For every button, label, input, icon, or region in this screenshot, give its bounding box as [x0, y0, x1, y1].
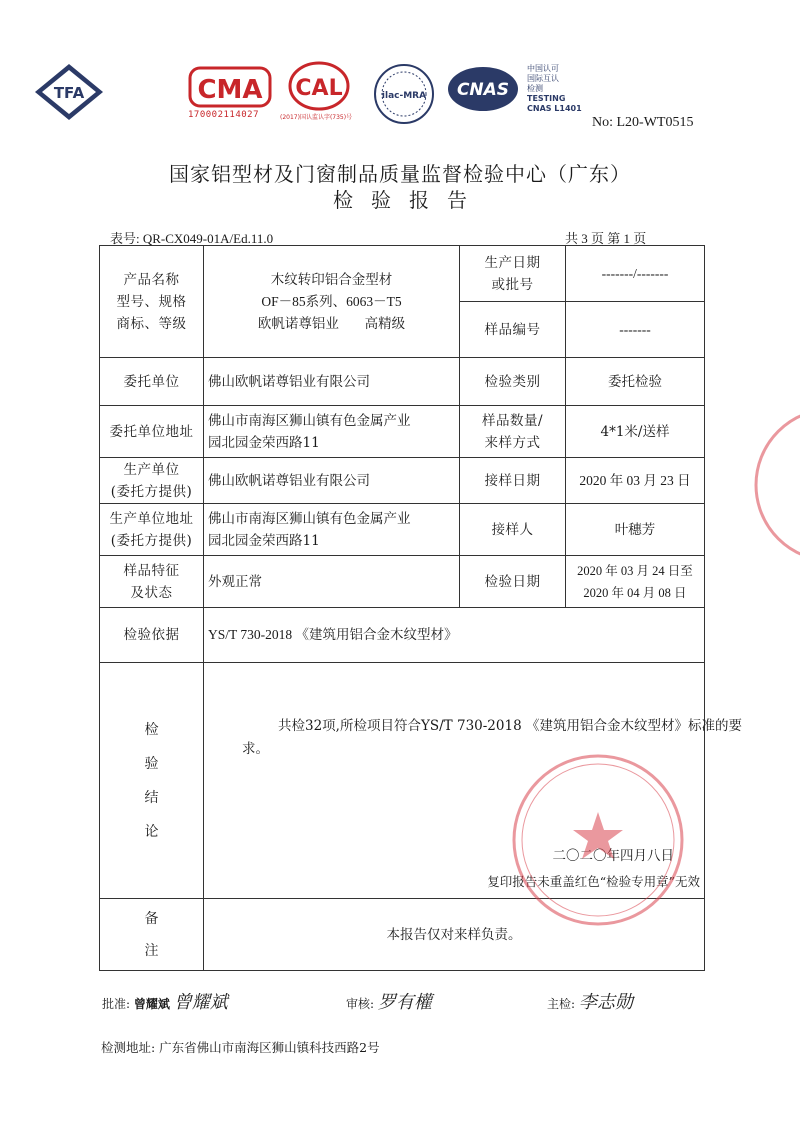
tfa-logo: [33, 62, 105, 122]
conclusion-text: 共检32项,所检项目符合YS/T 730-2018 《建筑用铝合金木纹型材》标准的要求。: [242, 718, 742, 757]
sample-quantity-label: 样品数量/ 来样方式: [460, 406, 566, 458]
test-address: 检测地址: 广东省佛山市南海区狮山镇科技西路2号: [101, 1040, 380, 1055]
sample-feature-label: 样品特征 及状态: [100, 556, 204, 608]
basis-value: YS/T 730-2018 《建筑用铝合金木纹型材》: [204, 608, 705, 663]
sample-number-value: -------: [566, 302, 705, 358]
producer-value: 佛山欧帆诺尊铝业有限公司: [204, 458, 460, 504]
product-label: 产品名称 型号、规格 商标、等级: [100, 246, 204, 358]
svg-text:CMA: CMA: [197, 75, 263, 105]
client-value: 佛山欧帆诺尊铝业有限公司: [204, 358, 460, 406]
receive-date-value: 2020 年 03 月 23 日: [566, 458, 705, 504]
remark-value: 本报告仅对来样负责。: [204, 899, 705, 971]
svg-text:TFA: TFA: [53, 84, 85, 102]
client-address-value: 佛山市南海区狮山镇有色金属产业 园北园金荣西路11: [204, 406, 460, 458]
client-label: 委托单位: [100, 358, 204, 406]
cnas-caption: 中国认可 国际互认 检测 TESTING CNAS L1401: [527, 64, 582, 113]
receiver-label: 接样人: [460, 504, 566, 556]
test-type-value: 委托检验: [566, 358, 705, 406]
receive-date-label: 接样日期: [460, 458, 566, 504]
remark-label: 备 注: [100, 899, 204, 971]
signature-review: 审核: 罗有權: [346, 992, 432, 1013]
cal-caption: (2017)国认监认字(735)号: [280, 114, 353, 121]
form-number: 表号: QR-CX049-01A/Ed.11.0: [110, 231, 274, 246]
production-date-label: 生产日期 或批号: [460, 246, 566, 302]
test-type-label: 检验类别: [460, 358, 566, 406]
ilac-mra-logo: [372, 62, 436, 126]
client-address-label: 委托单位地址: [100, 406, 204, 458]
cal-logo: [287, 60, 351, 116]
svg-text:CAL: CAL: [295, 76, 343, 101]
signature-chief: 主检: 李志勋: [547, 992, 633, 1013]
signature-approve: 批准: 曾耀斌 曾耀斌: [102, 992, 228, 1013]
sample-quantity-value: 4*1米/送样: [566, 406, 705, 458]
svg-text:CNAS: CNAS: [456, 80, 510, 100]
edge-seal-icon: [752, 405, 800, 565]
svg-text:ilac-MRA: ilac-MRA: [381, 91, 427, 101]
producer-label: 生产单位 (委托方提供): [100, 458, 204, 504]
report-number: No: L20-WT0515: [592, 115, 694, 130]
test-date-label: 检验日期: [460, 556, 566, 608]
conclusion-label: 检 验 结 论: [100, 663, 204, 899]
producer-address-value: 佛山市南海区狮山镇有色金属产业 园北园金荣西路11: [204, 504, 460, 556]
receiver-value: 叶穗芳: [566, 504, 705, 556]
product-value: 木纹转印铝合金型材 OF－85系列、6063－T5 欧帆诺尊铝业 高精级: [204, 246, 460, 358]
conclusion-date: 二〇二〇年四月八日: [552, 848, 674, 864]
report-title: 国家铝型材及门窗制品质量监督检验中心（广东）: [169, 162, 631, 186]
conclusion-note: 复印报告未重盖红色“检验专用章”无效: [487, 874, 700, 889]
review-signature: 罗有權: [377, 992, 432, 1013]
chief-signature: 李志勋: [578, 992, 633, 1013]
basis-label: 检验依据: [100, 608, 204, 663]
sample-number-label: 样品编号: [460, 302, 566, 358]
sample-feature-value: 外观正常: [204, 556, 460, 608]
producer-address-label: 生产单位地址 (委托方提供): [100, 504, 204, 556]
cma-number: 170002114027: [188, 110, 260, 120]
inspection-seal-icon: [508, 750, 688, 930]
test-date-value: 2020 年 03 月 24 日至 2020 年 04 月 08 日: [566, 556, 705, 608]
report-subtitle: 检验报告: [333, 188, 485, 212]
production-date-value: -------/-------: [566, 246, 705, 302]
approve-signature: 曾耀斌: [173, 992, 228, 1013]
cnas-logo: [446, 64, 520, 114]
page-info: 共 3 页 第 1 页: [565, 231, 647, 246]
